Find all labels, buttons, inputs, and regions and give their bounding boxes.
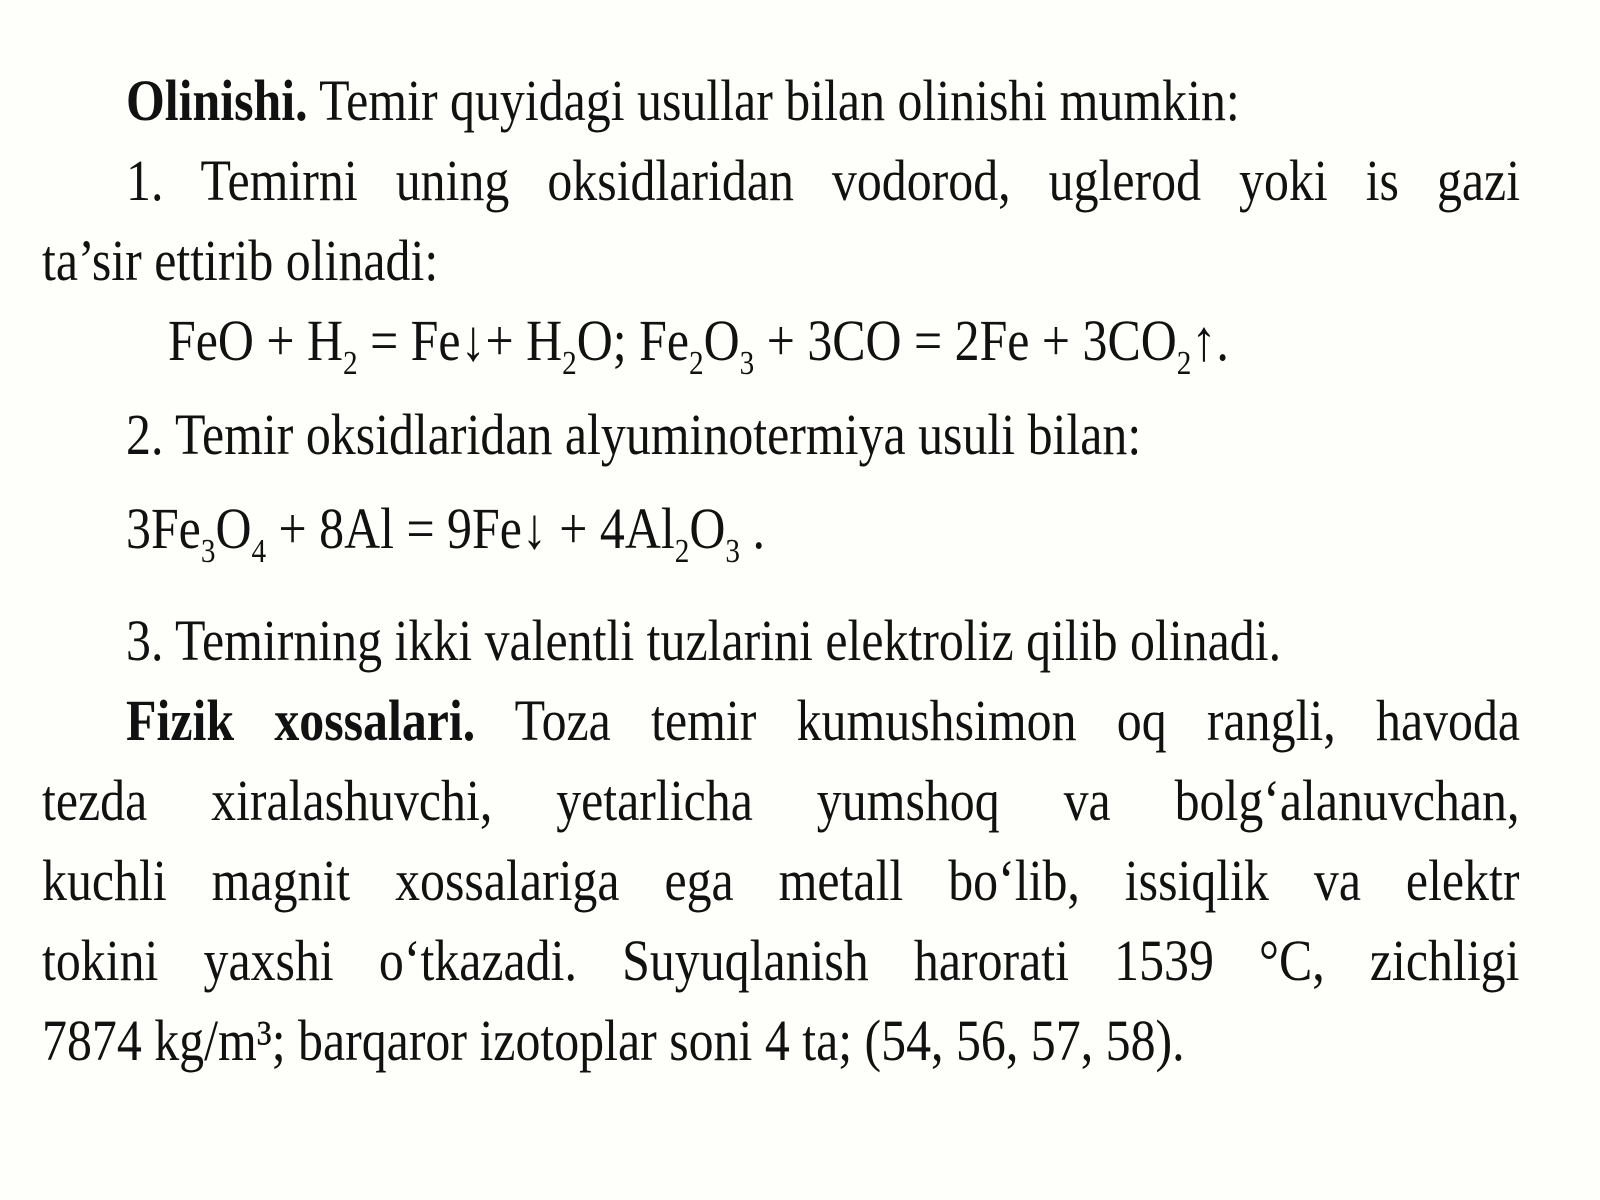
eq1-part: + 3CO = 2Fe + 3CO xyxy=(754,308,1177,373)
olinishi-intro-line xyxy=(126,66,1397,136)
eq2-subscript: 3 xyxy=(725,533,740,570)
eq1-part: ↑. xyxy=(1191,308,1229,373)
fizik-line-1 xyxy=(126,686,1520,756)
eq2-subscript: 4 xyxy=(251,533,267,570)
eq2-part: O xyxy=(689,496,726,561)
fizik-text: Toza temir kumushsimon oq rangli, havoda xyxy=(514,688,1521,753)
eq2-part: + 8Al = 9Fe↓ + 4Al xyxy=(266,496,675,561)
eq1-subscript: 2 xyxy=(1176,345,1192,382)
eq1-part: O; Fe xyxy=(576,308,689,373)
method-3: 3. Temirning ikki valentli tuzlarini elektroliz qilib olinadi. xyxy=(126,608,1282,673)
eq2-part: . xyxy=(739,496,765,561)
fizik-line-5: 7874 kg/m³; barqaror izotoplar soni 4 ta; (54, 56, 57, 58). xyxy=(42,1008,1185,1073)
fizik-line-3: kuchli magnit xossalariga ega metall bo‘lib, issiqlik va elektr xyxy=(42,848,1520,913)
method-1-line-1: 1. Temirni uning oksidlaridan vodorod, uglerod yoki is gazi xyxy=(126,148,1521,213)
equation-1 xyxy=(168,306,1439,382)
eq2-part: 3Fe xyxy=(126,496,201,561)
eq1-part: FeO + H xyxy=(168,308,343,373)
eq1-part: = Fe↓+ H xyxy=(357,308,563,373)
eq1-subscript: 2 xyxy=(688,345,704,382)
olinishi-intro: Temir quyidagi usullar bilan olinishi mumkin: xyxy=(319,68,1240,133)
eq1-subscript: 2 xyxy=(562,345,577,382)
eq2-subscript: 2 xyxy=(674,533,690,570)
equation-2 xyxy=(126,494,1397,570)
method-1-line-2: ta’sir ettirib olinadi: xyxy=(42,228,439,293)
olinishi-heading: Olinishi. xyxy=(126,68,308,133)
fizik-heading: Fizik xossalari. xyxy=(126,688,476,753)
eq2-part: O xyxy=(215,496,252,561)
eq1-part: O xyxy=(703,308,740,373)
eq1-subscript: 3 xyxy=(739,345,755,382)
eq2-subscript: 3 xyxy=(200,533,216,570)
method-2: 2. Temir oksidlaridan alyuminotermiya usuli bilan: xyxy=(126,402,1142,467)
eq1-subscript: 2 xyxy=(342,345,358,382)
fizik-line-4: tokini yaxshi o‘tkazadi. Suyuqlanish harorati 1539 °C, zichligi xyxy=(42,928,1520,993)
fizik-line-2: tezda xiralashuvchi, yetarlicha yumshoq va bolg‘alanuvchan, xyxy=(42,768,1520,833)
